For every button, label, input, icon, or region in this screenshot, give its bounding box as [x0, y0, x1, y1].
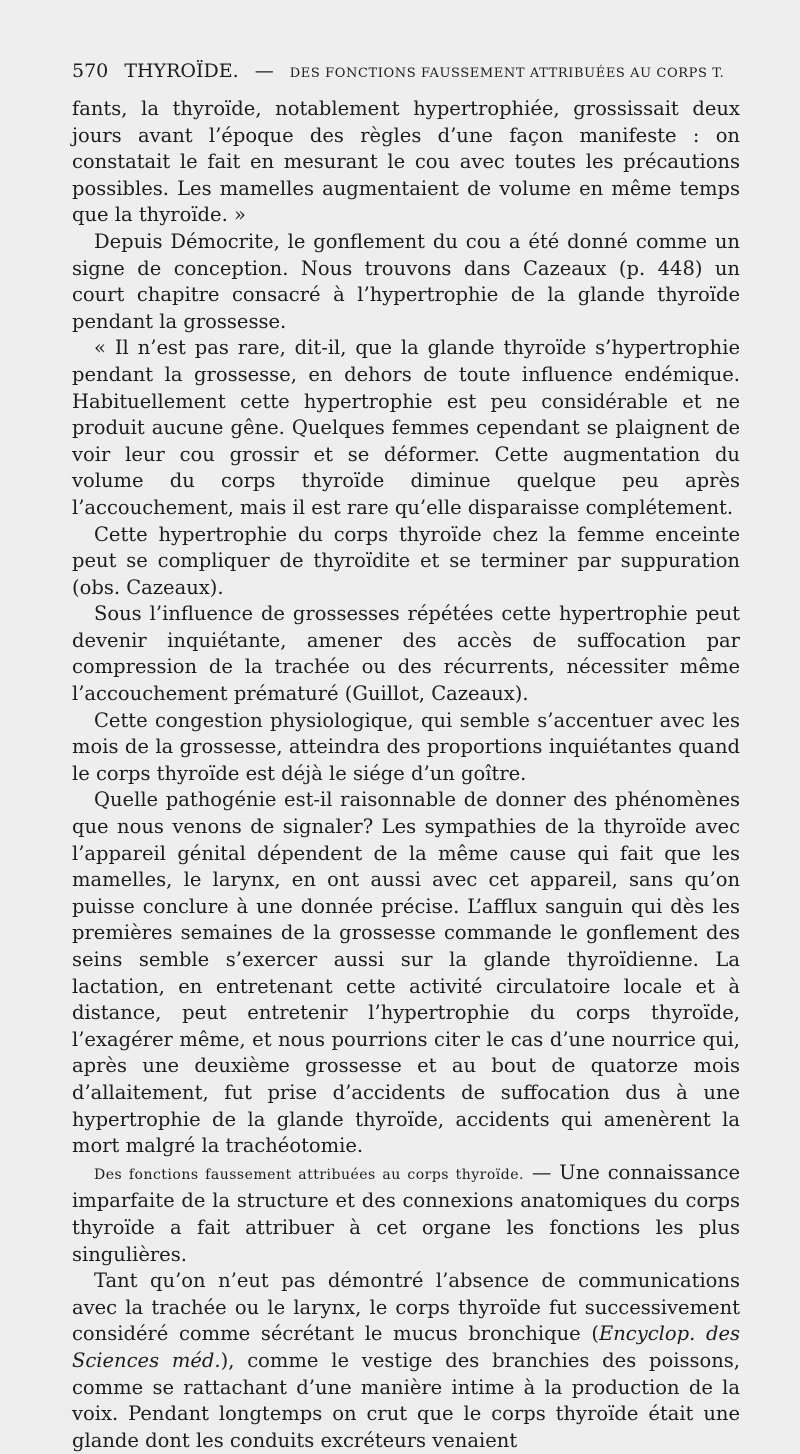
page-body [72, 96, 740, 1454]
paragraph-7: Quelle pathogénie est-il raisonnable de donner des phénomènes que nous venons de signaler? Les sympathies de la thyroïde avec l’appareil génital dépendent de la même cause qui fait que les mamelles, le larynx, en ont aussi avec cet appareil, sans qu’on puisse conclure à une donnée précise. L’afflux sanguin qui dès les premières semaines de la grossesse commande le gonflement des seins semble s’exercer aussi sur la glande thyroïdienne. La lactation, en entretenant cette activité circulatoire locale et à distance, peut entretenir l’hypertrophie du corps thyroïde, l’exagérer même, et nous pourrions citer le cas d’une nourrice qui, après une deuxième grossesse et au bout de quatorze mois d’allaitement, fut prise d’accidents de suffocation dus à une hypertrophie de la glande thyroïde, accidents qui amenèrent la mort malgré la trachéotomie. [72, 788, 740, 1158]
section-paragraph [72, 1160, 740, 1268]
paragraph-last [72, 1268, 740, 1454]
paragraph-3: « Il n’est pas rare, dit-il, que la glande thyroïde s’hypertrophie pendant la grossesse, en dehors de toute influence endémique. Habituellement cette hypertrophie est peu considérable et ne produit aucune gêne. Quelques femmes cependant se plaignent de voir leur cou grossir et se déformer. Cette augmentation du volume du corps thyroïde diminue quelque peu après l’accouchement, mais il est rare qu’elle disparaisse complétement. [72, 336, 740, 519]
page-number: 570 [72, 60, 109, 82]
header-dash: — [254, 60, 274, 82]
paragraph-4: Cette hypertrophie du corps thyroïde chez la femme enceinte peut se compliquer de thyroïdite et se terminer par suppuration (obs. Cazeaux). [72, 522, 740, 599]
section-text: — Une connaissance imparfaite de la structure et des connexions anatomiques du corps thyroïde a fait attribuer à cet organe les fonctions les plus singulières. [72, 1160, 740, 1266]
section-heading: Des fonctions faussement attribuées au corps thyroïde. [94, 1166, 524, 1183]
last-text-before: Tant qu’on n’eut pas démontré l’absence de communications avec la trachée ou le larynx, le corps thyroïde fut successivement considéré comme sécrétant le mucus bronchique ( [72, 1269, 740, 1346]
running-header [72, 60, 740, 82]
paragraph-1: fants, la thyroïde, notablement hypertrophiée, grossissait deux jours avant l’époque des règles d’une façon manifeste : on constatait le fait en mesurant le cou avec toutes les précautions possibles. Les mamelles augmentaient de volume en même temps que la thyroïde. » [72, 97, 740, 227]
paragraph-2: Depuis Démocrite, le gonflement du cou a été donné comme un signe de conception. Nous trouvons dans Cazeaux (p. 448) un court chapitre consacré à l’hypertrophie de la glande thyroïde pendant la grossesse. [72, 229, 740, 333]
paragraph-5: Sous l’influence de grossesses répétées cette hypertrophie peut devenir inquiétante, amener des accès de suffocation par compression de la trachée ou des récurrents, nécessiter même l’accouchement prématuré (Guillot, Cazeaux). [72, 602, 740, 706]
section-title: DES FONCTIONS FAUSSEMENT ATTRIBUÉES AU CORPS T. [289, 66, 725, 81]
last-text-after: ), comme le vestige des branchies des poissons, comme se rattachant d’une manière intime à la production de la voix. Pendant longtemps on crut que le corps thyroïde était une glande dont les conduits excréteurs venaient [72, 1348, 740, 1452]
paragraph-6: Cette congestion physiologique, qui semble s’accentuer avec les mois de la grossesse, atteindra des proportions inquiétantes quand le corps thyroïde est déjà le siége d’un goître. [72, 708, 740, 785]
running-title: THYROÏDE. [124, 60, 239, 82]
citation: Encyclop. des Sciences méd. [72, 1322, 740, 1372]
